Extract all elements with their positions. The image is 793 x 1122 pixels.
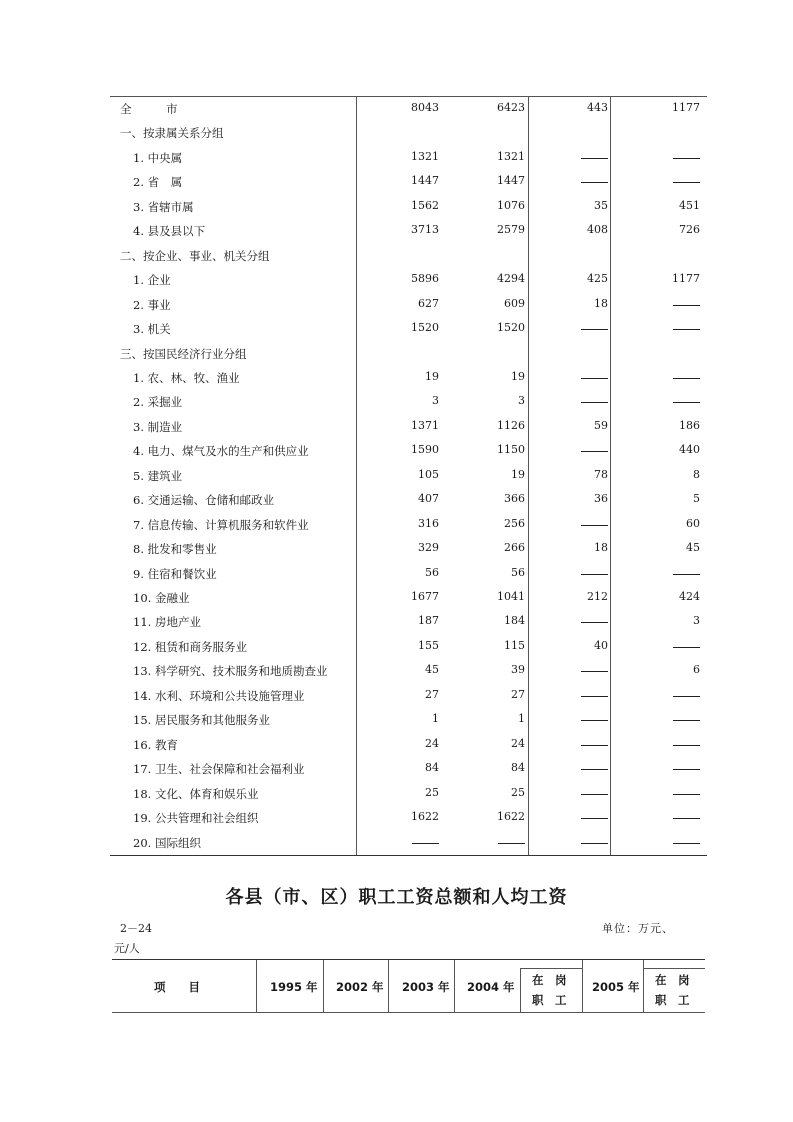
dash-cell: [673, 696, 700, 697]
value-cell: 84: [425, 761, 439, 775]
row-label: 17. 卫生、社会保障和社会福利业: [133, 762, 305, 777]
row-label: 一、按隶属关系分组: [120, 126, 224, 141]
dash-cell: [581, 671, 608, 672]
table-row: [110, 684, 707, 709]
cell-top-border: [520, 968, 582, 969]
value-cell: 19: [511, 369, 525, 383]
value-cell: 266: [504, 541, 525, 555]
table-row: [110, 659, 707, 684]
row-label: 12. 租赁和商务服务业: [133, 639, 247, 654]
value-cell: 3: [693, 614, 700, 628]
header-staff-2005-top: 在 岗: [655, 973, 690, 987]
value-cell: 1562: [411, 198, 439, 212]
value-cell: 155: [418, 638, 439, 652]
dash-cell: [581, 696, 608, 697]
row-label: 三、按国民经济行业分组: [120, 346, 247, 361]
value-cell: 366: [504, 492, 525, 506]
value-cell: 443: [587, 101, 608, 114]
dash-cell: [498, 843, 525, 844]
value-cell: 40: [594, 638, 608, 652]
value-cell: 24: [425, 736, 439, 750]
table-row: [110, 537, 707, 562]
value-cell: 1321: [411, 149, 439, 163]
value-cell: 187: [418, 614, 439, 628]
dash-cell: [673, 402, 700, 403]
row-label: 2. 采掘业: [133, 395, 183, 410]
header-2005: 2005 年: [592, 980, 640, 994]
dash-cell: [673, 574, 700, 575]
dash-cell: [581, 158, 608, 159]
header-1995: 1995 年: [270, 980, 318, 994]
row-label: 19. 公共管理和社会组织: [133, 811, 259, 826]
value-cell: 1: [518, 712, 525, 726]
value-cell: 316: [418, 516, 439, 530]
row-label: 9. 住宿和餐饮业: [133, 566, 217, 581]
value-cell: 1520: [497, 321, 525, 335]
value-cell: 186: [679, 418, 700, 432]
value-cell: 408: [587, 223, 608, 237]
value-cell: 1447: [497, 174, 525, 188]
value-cell: 78: [594, 467, 608, 481]
table-row: [110, 513, 707, 538]
column-divider: [323, 960, 324, 1012]
dash-cell: [673, 647, 700, 648]
value-cell: 59: [594, 418, 608, 432]
value-cell: 25: [425, 785, 439, 799]
value-cell: 84: [511, 761, 525, 775]
value-cell: 39: [511, 663, 525, 677]
value-cell: 451: [679, 198, 700, 212]
dash-cell: [581, 525, 608, 526]
value-cell: 3: [432, 394, 439, 408]
unit-label-continued: 元/人: [114, 942, 140, 955]
dash-cell: [581, 745, 608, 746]
table-row: [110, 831, 707, 856]
table-row: [110, 782, 707, 807]
section-title: 各县（市、区）职工工资总额和人均工资: [225, 887, 568, 908]
table-row: [110, 439, 707, 464]
row-label: 16. 教育: [133, 737, 178, 752]
dash-cell: [581, 402, 608, 403]
value-cell: 25: [511, 785, 525, 799]
column-divider: [520, 968, 521, 1012]
dash-cell: [412, 843, 439, 844]
header-2004: 2004 年: [467, 980, 515, 994]
table-row: [110, 757, 707, 782]
header-2002: 2002 年: [336, 980, 384, 994]
value-cell: 627: [418, 296, 439, 310]
value-cell: 1: [432, 712, 439, 726]
column-divider: [454, 960, 455, 1012]
value-cell: 1177: [672, 101, 700, 114]
table-row: [110, 317, 707, 342]
value-cell: 5: [693, 492, 700, 506]
row-label: 20. 国际组织: [133, 835, 201, 850]
dash-cell: [673, 745, 700, 746]
value-cell: 1126: [497, 418, 525, 432]
value-cell: 60: [686, 516, 700, 530]
column-divider: [256, 960, 257, 1012]
row-label: 3. 机关: [133, 322, 171, 337]
dash-cell: [673, 305, 700, 306]
table-row: [110, 488, 707, 513]
row-label: 7. 信息传输、计算机服务和软件业: [133, 517, 309, 532]
dash-cell: [581, 329, 608, 330]
value-cell: 35: [594, 198, 608, 212]
value-cell: 45: [425, 663, 439, 677]
value-cell: 1150: [497, 443, 525, 457]
table-row: [110, 635, 707, 660]
row-label: 1. 农、林、牧、渔业: [133, 370, 240, 385]
dash-cell: [673, 378, 700, 379]
value-cell: 1076: [497, 198, 525, 212]
row-label: 10. 金融业: [133, 591, 190, 605]
value-cell: 1447: [411, 174, 439, 188]
value-cell: 1590: [411, 443, 439, 457]
value-cell: 5896: [411, 272, 439, 286]
cell-top-border: [643, 968, 705, 969]
value-cell: 1177: [672, 272, 700, 286]
dash-cell: [673, 818, 700, 819]
row-label: 1. 企业: [133, 273, 171, 288]
value-cell: 1520: [411, 321, 439, 335]
row-label: 14. 水利、环境和公共设施管理业: [133, 688, 305, 703]
value-cell: 56: [511, 565, 525, 579]
statistics-table: [110, 96, 707, 856]
column-divider: [582, 960, 583, 1012]
column-divider: [388, 960, 389, 1012]
row-label: 11. 房地产业: [133, 615, 201, 630]
row-label: 13. 科学研究、技术服务和地质勘查业: [133, 664, 328, 679]
table-row: [110, 219, 707, 244]
value-cell: 4294: [497, 272, 525, 286]
dash-cell: [581, 574, 608, 575]
dash-cell: [581, 843, 608, 844]
value-cell: 407: [418, 492, 439, 506]
value-cell: 1321: [497, 149, 525, 163]
dash-cell: [581, 818, 608, 819]
table-row: [110, 244, 707, 269]
dash-cell: [673, 720, 700, 721]
table-row: [110, 97, 707, 122]
row-label: 3. 制造业: [133, 419, 183, 434]
value-cell: 8043: [411, 101, 439, 114]
value-cell: 27: [511, 687, 525, 701]
value-cell: 1371: [411, 418, 439, 432]
dash-cell: [673, 158, 700, 159]
value-cell: 2579: [497, 223, 525, 237]
value-cell: 18: [594, 296, 608, 310]
header-staff-2004-bottom: 职 工: [532, 993, 567, 1007]
row-label: 4. 电力、煤气及水的生产和供应业: [133, 444, 309, 459]
table-row: [110, 366, 707, 391]
table-row: [110, 293, 707, 318]
value-cell: 1622: [497, 810, 525, 824]
dash-cell: [581, 182, 608, 183]
dash-cell: [581, 720, 608, 721]
dash-cell: [673, 794, 700, 795]
value-cell: 1677: [411, 590, 439, 603]
row-label: 18. 文化、体育和娱乐业: [133, 786, 259, 801]
row-label: 15. 居民服务和其他服务业: [133, 713, 270, 728]
value-cell: 105: [418, 467, 439, 481]
row-label: 3. 省辖市属: [133, 199, 194, 214]
dash-cell: [673, 769, 700, 770]
row-label: 8. 批发和零售业: [133, 542, 217, 557]
value-cell: 3: [518, 394, 525, 408]
header-2003: 2003 年: [402, 980, 450, 994]
row-label: 4. 县及县以下: [133, 224, 206, 239]
table-row: [110, 342, 707, 367]
table-row: [110, 610, 707, 635]
value-cell: 256: [504, 516, 525, 530]
value-cell: 184: [504, 614, 525, 628]
value-cell: 1622: [411, 810, 439, 824]
header-staff-2004-top: 在 岗: [532, 973, 567, 987]
value-cell: 115: [504, 638, 525, 652]
value-cell: 8: [693, 467, 700, 481]
value-cell: 726: [679, 223, 700, 237]
value-cell: 6: [693, 663, 700, 677]
row-label: 5. 建筑业: [133, 468, 183, 483]
value-cell: 609: [504, 296, 525, 310]
table-number: 2－24: [120, 922, 152, 935]
row-label: 二、按企业、事业、机关分组: [120, 248, 270, 263]
value-cell: 19: [511, 467, 525, 481]
dash-cell: [673, 843, 700, 844]
value-cell: 24: [511, 736, 525, 750]
wage-table-header: [112, 959, 705, 1013]
value-cell: 212: [587, 590, 608, 603]
row-label: 2. 省 属: [133, 175, 183, 190]
value-cell: 440: [679, 443, 700, 457]
table-row: [110, 586, 707, 611]
row-label: 1. 中央属: [133, 150, 183, 165]
value-cell: 424: [679, 590, 700, 603]
row-label: 全 市: [120, 102, 178, 116]
table-row: [110, 268, 707, 293]
dash-cell: [581, 794, 608, 795]
table-row: [110, 562, 707, 587]
value-cell: 19: [425, 369, 439, 383]
row-label: 6. 交通运输、仓储和邮政业: [133, 493, 275, 508]
dash-cell: [673, 182, 700, 183]
row-label: 2. 事业: [133, 297, 171, 312]
table-row: [110, 464, 707, 489]
unit-label: 单位：万元、: [602, 922, 674, 935]
table-row: [110, 806, 707, 831]
table-row: [110, 170, 707, 195]
table-row: [110, 146, 707, 171]
table-row: [110, 195, 707, 220]
table-row: [110, 121, 707, 146]
header-staff-2005-bottom: 职 工: [655, 993, 690, 1007]
value-cell: 56: [425, 565, 439, 579]
dash-cell: [581, 378, 608, 379]
table-row: [110, 708, 707, 733]
header-item: 项 目: [154, 980, 200, 994]
value-cell: 425: [587, 272, 608, 286]
dash-cell: [581, 622, 608, 623]
value-cell: 18: [594, 541, 608, 555]
value-cell: 27: [425, 687, 439, 701]
value-cell: 3713: [411, 223, 439, 237]
value-cell: 1041: [497, 590, 525, 603]
value-cell: 6423: [497, 101, 525, 114]
dash-cell: [581, 769, 608, 770]
value-cell: 36: [594, 492, 608, 506]
dash-cell: [673, 329, 700, 330]
dash-cell: [581, 451, 608, 452]
table-row: [110, 733, 707, 758]
table-row: [110, 415, 707, 440]
value-cell: 329: [418, 541, 439, 555]
table-row: [110, 390, 707, 415]
value-cell: 45: [686, 541, 700, 555]
